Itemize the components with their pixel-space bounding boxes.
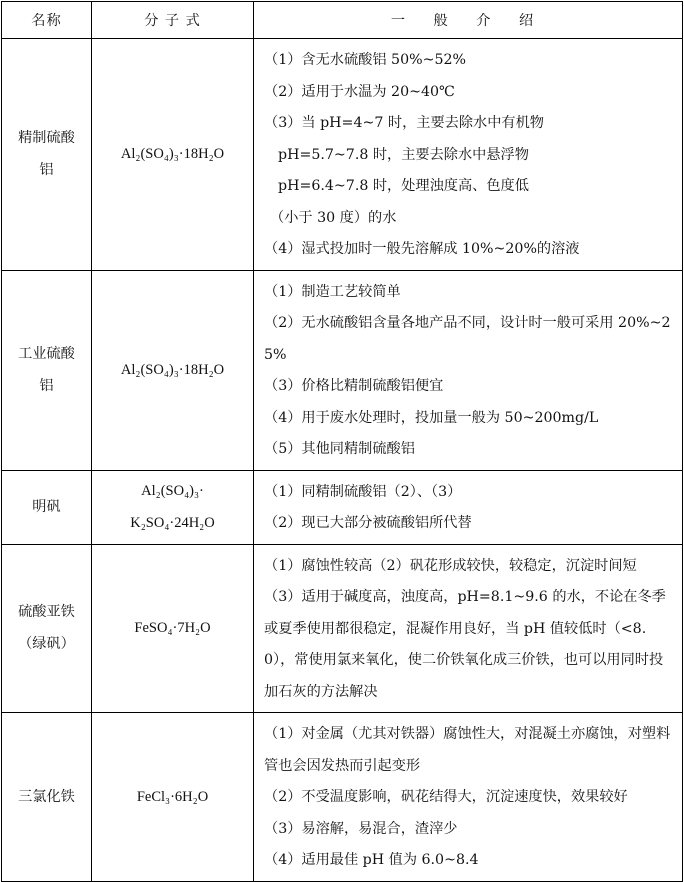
- description-cell: [254, 270, 683, 470]
- description-cell: [254, 39, 683, 271]
- formula-cell: [92, 713, 254, 882]
- description-line: （3）价格比精制硫酸铝便宜: [264, 378, 444, 394]
- description-line: （1）同精制硫酸铝（2）、（3）: [264, 483, 462, 500]
- formula-cell: [92, 39, 254, 271]
- description-line: （2）不受温度影响，矾花结得大，沉淀速度快，效果较好: [264, 789, 628, 805]
- name-line: 铝: [39, 378, 54, 394]
- description-line: pH=5.7~7.8 时，主要去除水中悬浮物: [278, 146, 529, 163]
- table-row: [2, 39, 683, 271]
- formula-cell: [92, 270, 254, 470]
- name-line: 工业硫酸: [18, 346, 75, 362]
- name-line: （绿矾）: [18, 636, 75, 653]
- description-cell: [254, 544, 683, 713]
- description-line: （3）适用于碱度高，浊度高，pH=8.1~9.6 的水，不论在冬季或夏季使用都很稳定，混凝作用良好，当 pH 值较低时（<8.0），常使用氯来氧化，使二价铁氧化成三价铁，也可以用同时投加石灰的方法解决: [264, 589, 666, 700]
- description-line: pH=6.4~7.8 时，处理浊度高、色度低: [278, 178, 529, 194]
- description-line: （1）制造工艺较简单: [264, 283, 401, 300]
- name-cell: [2, 544, 92, 713]
- description-line: （1）腐蚀性较高（2）矾花形成较快，较稳定，沉淀时间短: [264, 557, 637, 574]
- name-line: 三氯化铁: [18, 788, 75, 805]
- description-line: （4）适用最佳 pH 值为 6.0~8.4: [264, 852, 479, 868]
- description-cell: [254, 713, 683, 882]
- header-intro: 一 般 介 绍: [254, 2, 683, 39]
- description-line: （2）无水硫酸铝含量各地产品不同，设计时一般可采用 20%~25%: [264, 315, 671, 363]
- table-header-row: [2, 2, 683, 39]
- name-cell: [2, 39, 92, 271]
- description-line: （3）当 pH=4~7 时，主要去除水中有机物: [264, 115, 544, 131]
- table-row: [2, 544, 683, 713]
- table-row: [2, 713, 683, 882]
- formula-cell: [92, 544, 254, 713]
- description-line: （2）适用于水温为 20~40℃: [264, 83, 455, 100]
- coagulant-table: [1, 1, 683, 882]
- header-formula: 分 子 式: [92, 2, 254, 39]
- description-line: （5）其他同精制硫酸铝: [264, 441, 415, 457]
- description-line: （1）含无水硫酸铝 50%~52%: [264, 52, 466, 68]
- formula-line: FeCl₃·6H₂O: [136, 788, 209, 805]
- name-line: 精制硫酸: [18, 130, 75, 147]
- name-cell: [2, 270, 92, 470]
- description-line: （2）现已大部分被硫酸铝所代替: [264, 515, 472, 531]
- name-cell: [2, 713, 92, 882]
- description-line: （4）用于废水处理时，投加量一般为 50~200mg/L: [264, 409, 599, 426]
- table-row: [2, 270, 683, 470]
- formula-line: Al₂(SO₄)₃·18H₂O: [120, 362, 225, 378]
- description-cell: [254, 470, 683, 544]
- formula-line: K₂SO₄·24H₂O: [130, 515, 215, 531]
- header-name: 名称: [2, 2, 92, 39]
- name-line: 铝: [39, 162, 54, 179]
- name-line: 明矾: [32, 499, 61, 515]
- table-row: [2, 470, 683, 544]
- formula-line: Al₂(SO₄)₃·: [141, 483, 204, 499]
- formula-line: Al₂(SO₄)₃·18H₂O: [120, 146, 225, 163]
- name-cell: [2, 470, 92, 544]
- description-line: （小于 30 度）的水: [270, 209, 397, 226]
- formula-cell: [92, 470, 254, 544]
- name-line: 硫酸亚铁: [18, 604, 75, 621]
- description-line: （3）易溶解，易混合，渣滓少: [264, 820, 458, 837]
- description-line: （4）湿式投加时一般先溶解成 10%~20%的溶液: [264, 241, 580, 257]
- formula-line: FeSO₄·7H₂O: [134, 620, 211, 637]
- description-line: （1）对金属（尤其对铁器）腐蚀性大，对混凝土亦腐蚀，对塑料管也会因发热而引起变形: [264, 726, 671, 774]
